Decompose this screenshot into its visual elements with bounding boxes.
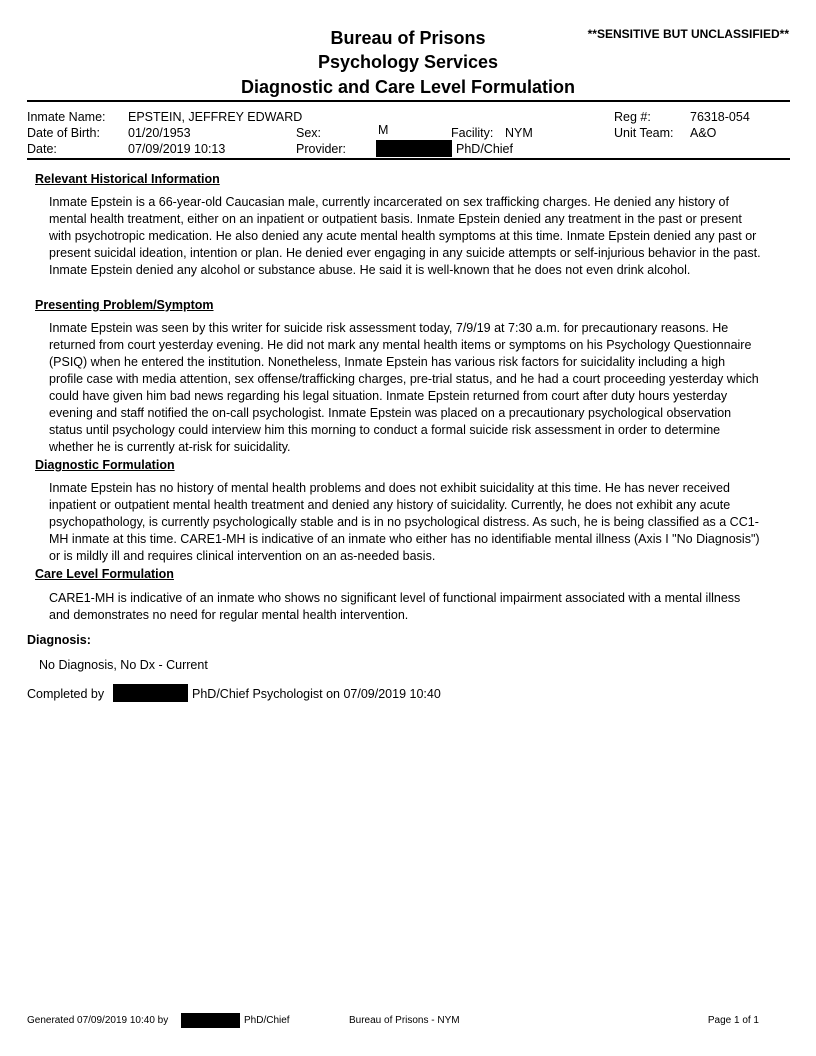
- inmate-name-value: EPSTEIN, JEFFREY EDWARD: [128, 110, 303, 124]
- presenting-heading: Presenting Problem/Symptom: [35, 298, 214, 312]
- date-value: 07/09/2019 10:13: [128, 142, 226, 156]
- footer-generated: Generated 07/09/2019 10:40 by: [27, 1015, 169, 1026]
- completed-by-name-redaction: [113, 684, 188, 702]
- dob-label: Date of Birth:: [27, 126, 100, 140]
- inmate-name-label: Inmate Name:: [27, 110, 106, 124]
- diagnosis-value: No Diagnosis, No Dx - Current: [39, 658, 208, 672]
- unit-team-value: A&O: [690, 126, 717, 140]
- footer-generated-by-redaction: [181, 1013, 240, 1028]
- presenting-text: Inmate Epstein was seen by this writer for suicide risk assessment today, 7/9/19 at 7:30 a.m. for precautionary reasons. He returned from court yesterday evening. He did not mark any mental health items or symptoms on his Psychology Questionnaire (PSIQ) when he entered the institution. Nonetheless, Inmate Epstein has various risk factors for suicidality including a high profile case with media attention, sex offense/trafficking charges, pre-trial status, and he had a court proceeding yesterday which could have given him bad news regarding his legal situation. Inmate Epstein returned from court after duty hours yesterday evening and staff notified the on-call psychologist. Inmate Epstein was placed on a precautionary psychological observation status until psychology could interview him this morning to conduct a formal suicide risk assessment in order to determine whether he is currently at-risk for suicidality.: [49, 321, 759, 454]
- diagnosis-label: Diagnosis:: [27, 633, 91, 647]
- reg-number-label: Reg #:: [614, 110, 651, 124]
- document-title-agency: Bureau of Prisons: [330, 28, 486, 48]
- facility-value: NYM: [505, 126, 533, 140]
- footer-generated-title: PhD/Chief: [244, 1015, 290, 1026]
- facility-label: Facility:: [451, 126, 494, 140]
- sex-value: M: [378, 123, 389, 137]
- footer-institution: Bureau of Prisons - NYM: [349, 1015, 460, 1026]
- document-title-department: Psychology Services: [317, 52, 499, 72]
- provider-name-redaction: [376, 140, 452, 157]
- header-top-rule: [27, 100, 790, 102]
- historical-heading: Relevant Historical Information: [35, 172, 220, 186]
- footer-page-number: Page 1 of 1: [707, 1015, 759, 1026]
- unit-team-label: Unit Team:: [614, 126, 674, 140]
- sex-label: Sex:: [296, 126, 322, 140]
- completed-by-label: Completed by: [27, 687, 105, 701]
- historical-text: Inmate Epstein is a 66-year-old Caucasian male, currently incarcerated on sex trafficking charges. He denied any history of mental health treatment, either on an inpatient or outpatient basis. Inmate Epstein denied any treatment in the past or present with psychotropic medication. He also denied any acute mental health symptoms at this time. Inmate Epstein denied any past or present suicidal ideation, intention or plan. He denied ever engaging in any suicide attempts or self-injurious behavior in the past. Inmate Epstein denied any alcohol or substance abuse. He said it is well-known that he does not even drink alcohol.: [49, 195, 761, 277]
- provider-label: Provider:: [296, 142, 347, 156]
- reg-number-value: 76318-054: [690, 110, 750, 124]
- date-label: Date:: [27, 142, 57, 156]
- header-bottom-rule: [27, 158, 790, 160]
- diagnostic-text: Inmate Epstein has no history of mental health problems and does not exhibit suicidality at this time. He has never received inpatient or outpatient mental health treatment and denied any history of suicidality. Currently, he does not exhibit any acute psychopathology, is currently psychologically stable and is in no psychological distress. As such, he is being classified as a CC1-MH inmate at this time. CARE1-MH is indicative of an inmate who either has no identifiable mental illness (Axis I "No Diagnosis") or is mildly ill and requires clinical intervention on an as-needed basis.: [49, 481, 760, 563]
- dob-value: 01/20/1953: [128, 126, 191, 140]
- diagnostic-heading: Diagnostic Formulation: [35, 458, 175, 472]
- classification-marking: **SENSITIVE BUT UNCLASSIFIED**: [587, 27, 789, 41]
- care-level-text: CARE1-MH is indicative of an inmate who shows no significant level of functional impairment associated with a mental illness and demonstrates no need for regular mental health intervention.: [49, 591, 741, 622]
- document-title-form: Diagnostic and Care Level Formulation: [240, 77, 576, 97]
- provider-title: PhD/Chief: [456, 142, 513, 156]
- care-level-heading: Care Level Formulation: [35, 567, 174, 581]
- completed-by-title-date: PhD/Chief Psychologist on 07/09/2019 10:40: [192, 687, 441, 701]
